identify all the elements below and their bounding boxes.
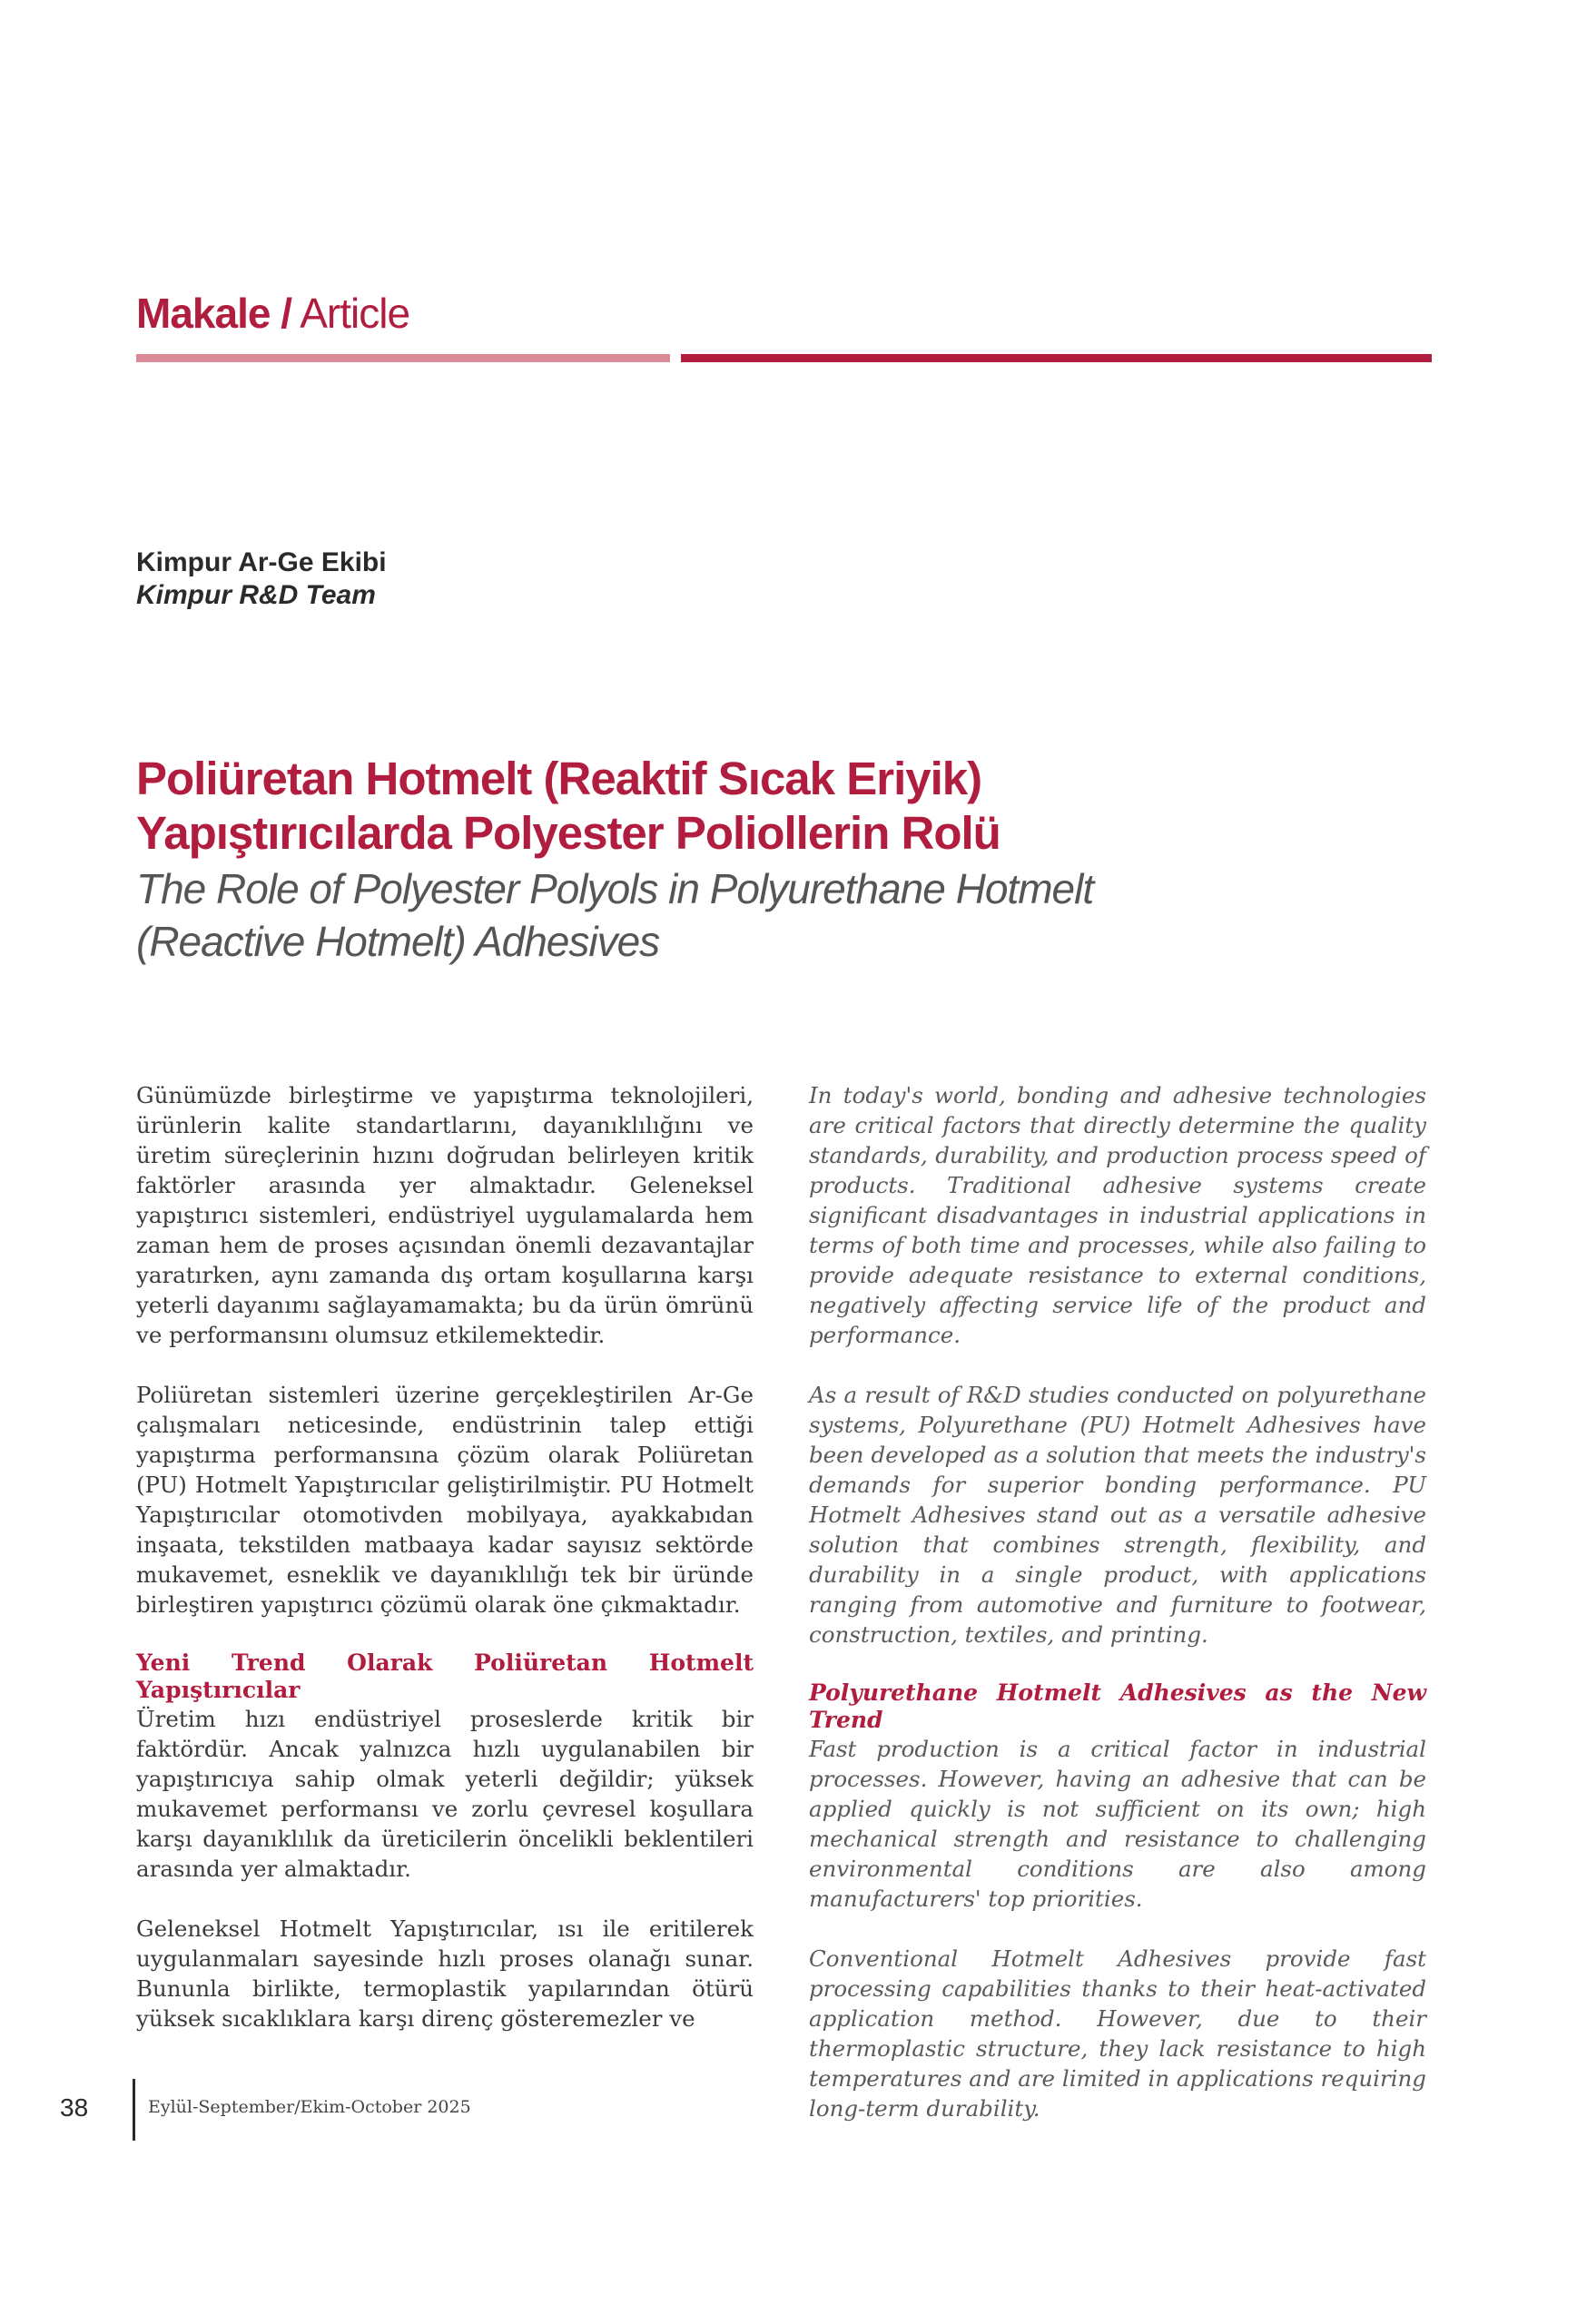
issue-date: Eylül-September/Ekim-October 2025 <box>148 2097 471 2117</box>
section-label <box>136 289 409 338</box>
right-paragraph-2: As a result of R&D studies conducted on polyurethane systems, Polyurethane (PU) Hotmelt Adhesives have been developed as a solution that meets the industry's demands for superior bonding performance. PU Hotmelt Adhesives stand out as a versatile adhesive solution that combines strength, flexibility, and durability in a single product, with applications ranging from automotive and furniture to footwear, construction, textiles, and printing. <box>809 1382 1426 1648</box>
article-title <box>136 752 1425 968</box>
left-column-turkish <box>136 1080 754 2063</box>
author-name-tr: Kimpur Ar-Ge Ekibi <box>136 547 387 577</box>
left-paragraph-1: Günümüzde birleştirme ve yapıştırma teknolojileri, ürünlerin kalite standartlarını, dayanıklılığını ve üretim süreçlerinin hızını doğrudan belirleyen kritik faktörler arasında yer almaktadır. Geleneksel yapıştırıcı sistemleri, endüstriyel uygulamalarda hem zaman hem de proses açısından önemli dezavantajlar yaratırken, aynı zamanda dış ortam koşullarına karşı yeterli dayanımı sağlayamamakta; bu da ürün ömrünü ve performansını olumsuz etkilemektedir. <box>136 1082 754 1348</box>
section-label-tr: Makale / <box>136 290 291 337</box>
title-tr-line2: Yapıştırıcılarda Polyester Poliollerin Rolü <box>136 807 1000 859</box>
author-name-en: Kimpur R&D Team <box>136 580 376 610</box>
left-paragraph-4: Geleneksel Hotmelt Yapıştırıcılar, ısı ile eritilerek uygulanmaları sayesinde hızlı proses olanağı sunar. Bununla birlikte, termoplastik yapılarından ötürü yüksek sıcaklıklara karşı direnç gösteremezler ve <box>136 1915 754 2032</box>
right-column-english <box>809 1080 1426 2153</box>
header-rule-left <box>136 354 670 362</box>
right-subheading: Polyurethane Hotmelt Adhesives as the New Trend <box>809 1679 1426 1733</box>
footer-divider <box>133 2079 135 2141</box>
section-label-en: Article <box>300 290 410 337</box>
right-paragraph-1: In today's world, bonding and adhesive technologies are critical factors that directly determine the quality standards, durability, and production process speed of products. Traditional adhesive systems create significant disadvantages in industrial applications in terms of both time and processes, while also failing to provide adequate resistance to external conditions, negatively affecting service life of the product and performance. <box>809 1082 1426 1348</box>
title-en-line2: (Reactive Hotmelt) Adhesives <box>136 918 660 965</box>
left-paragraph-3: Üretim hızı endüstriyel proseslerde kritik bir faktördür. Ancak yalnızca hızlı uygulanabilen bir yapıştırıcıya sahip olmak yeterli değildir; yüksek mukavemet performansı ve zorlu çevresel koşullara karşı dayanıklılık da üreticilerin öncelikli beklentileri arasında yer almaktadır. <box>136 1706 754 1882</box>
title-en-line1: The Role of Polyester Polyols in Polyurethane Hotmelt <box>136 865 1094 912</box>
left-subheading: Yeni Trend Olarak Poliüretan Hotmelt Yapıştırıcılar <box>136 1649 754 1703</box>
left-paragraph-2: Poliüretan sistemleri üzerine gerçekleştirilen Ar-Ge çalışmaları neticesinde, endüstrinin talep ettiği yapıştırma performansına çözüm olarak Poliüretan (PU) Hotmelt Yapıştırıcılar geliştirilmiştir. PU Hotmelt Yapıştırıcılar otomotivden mobilyaya, ayakkabıdan inşaata, tekstilden matbaaya kadar sayısız sektörde mukavemet, esneklik ve dayanıklılığı tek bir üründe birleştiren yapıştırıcı çözümü olarak öne çıkmaktadır. <box>136 1382 754 1618</box>
author-block <box>136 547 387 611</box>
right-paragraph-4: Conventional Hotmelt Adhesives provide fast processing capabilities thanks to their heat-activated application method. However, due to their thermoplastic structure, they lack resistance to high temperatures and are limited in applications requiring long-term durability. <box>809 1945 1426 2122</box>
title-tr-line1: Poliüretan Hotmelt (Reaktif Sıcak Eriyik) <box>136 753 982 804</box>
right-paragraph-3: Fast production is a critical factor in industrial processes. However, having an adhesive that can be applied quickly is not sufficient on its own; high mechanical strength and resistance to challenging environmental conditions are also among manufacturers' top priorities. <box>809 1736 1426 1912</box>
page-number: 38 <box>60 2093 89 2122</box>
header-rule-right <box>681 354 1432 362</box>
